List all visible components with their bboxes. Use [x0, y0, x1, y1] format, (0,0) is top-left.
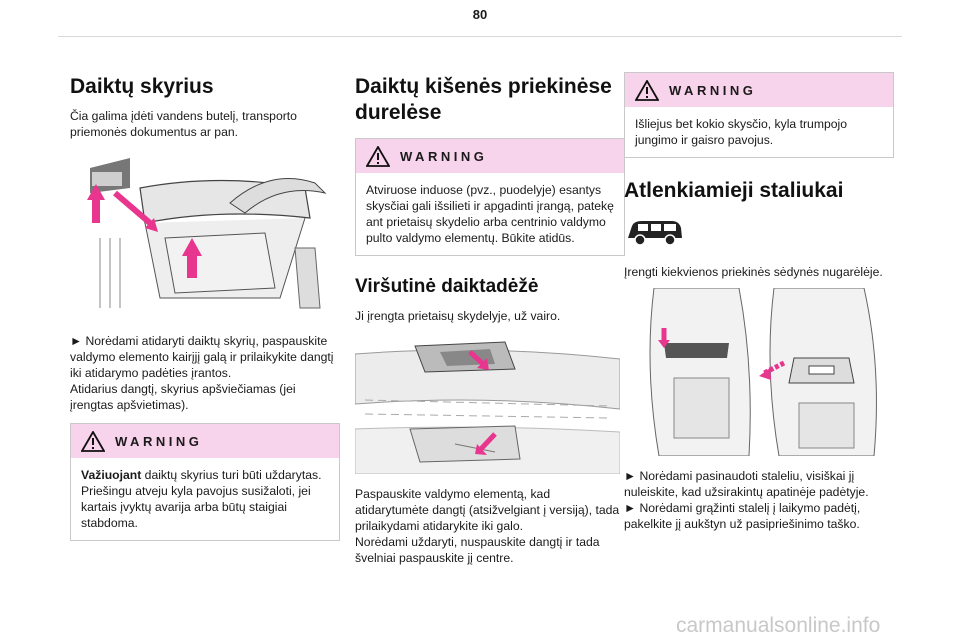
upper-box-text2: Norėdami uždaryti, nuspauskite dangtį ir tada švelniai paspauskite jį centre. — [355, 535, 600, 565]
column-tables — [624, 62, 894, 532]
section-title-glovebox: Daiktų skyrius — [70, 75, 214, 98]
warning-box-door-pockets — [355, 138, 625, 256]
car-icon — [624, 216, 894, 250]
glovebox-note: Atidarius dangtį, skyrius apšviečiamas (jei įrengtas apšvietimas). — [70, 382, 296, 412]
page-number: 80 — [472, 7, 488, 22]
section-title-door-pockets: Daiktų kišenės priekinėse durelėse — [355, 75, 612, 124]
tables-step1: ► Norėdami pasinaudoti staleliu, visiškai jį nuleiskite, kad užsirakintų apatinėje padėtyje. — [624, 469, 869, 499]
warning-triangle-icon — [635, 80, 659, 101]
glovebox-step: ► Norėdami atidaryti daiktų skyrių, paspauskite valdymo elemento kairįjį galą ir prilaikykite dangtį iki atidarymo padėties įrantos. — [70, 334, 334, 380]
warning-label: WARNING — [400, 148, 488, 164]
column-glovebox — [70, 62, 340, 541]
glovebox-illustration — [70, 148, 340, 323]
warning-header — [625, 73, 893, 107]
warning-triangle-icon — [81, 431, 105, 452]
upper-box-intro: Ji įrengta prietaisų skydelyje, už vairo. — [355, 309, 561, 323]
column-door-pockets — [355, 62, 625, 566]
warning-label: WARNING — [669, 82, 757, 98]
warning-box-glovebox — [70, 423, 340, 541]
warning-label: WARNING — [115, 433, 203, 449]
warning-header — [356, 139, 624, 173]
header-rule — [58, 36, 902, 37]
tables-intro: Įrengti kiekvienos priekinės sėdynės nugarėlėje. — [624, 265, 883, 279]
warning-body: Išliejus bet kokio skysčio, kyla trumpojo jungimo ir gaisro pavojus. — [635, 117, 848, 147]
section-title-tables: Atlenkiamieji staliukai — [624, 179, 844, 202]
warning-triangle-icon — [366, 146, 390, 167]
section-title-upper-box: Viršutinė daiktadėžė — [355, 276, 539, 297]
warning-body: Atviruose induose (pvz., puodelyje) esantys skysčiai gali išsilieti ir apgadinti įrangą, patekę ant prietaisų skydelio arba centrinio valdymo pulto valdymo elementų. Būkite atidūs. — [366, 183, 614, 245]
warning-header — [71, 424, 339, 458]
upper-box-illustration — [355, 334, 625, 474]
warning-bold-word: Važiuojant — [81, 468, 142, 482]
tables-step2: ► Norėdami grąžinti stalelį į laikymo padėtį, pakelkite jį aukštyn už pasipriešinimo taško. — [624, 501, 861, 531]
warning-text: daiktų skyrius turi būti uždarytas. Priešingu atveju kyla pavojus susižaloti, jei kartais įvyktų avarija arba būtų staigiai stabdoma. — [81, 468, 322, 530]
tables-illustration — [624, 288, 894, 456]
warning-box-tables — [624, 72, 894, 158]
warning-body — [71, 458, 339, 540]
watermark-footer: carmanualsonline.info — [676, 614, 881, 637]
upper-box-text1: Paspauskite valdymo elementą, kad atidarytumėte dangtį (atsižvelgiant į versiją), tada prilaikydami atidarykite iki galo. — [355, 487, 620, 533]
glovebox-intro: Čia galima įdėti vandens butelį, transporto priemonės dokumentus ar pan. — [70, 109, 297, 139]
